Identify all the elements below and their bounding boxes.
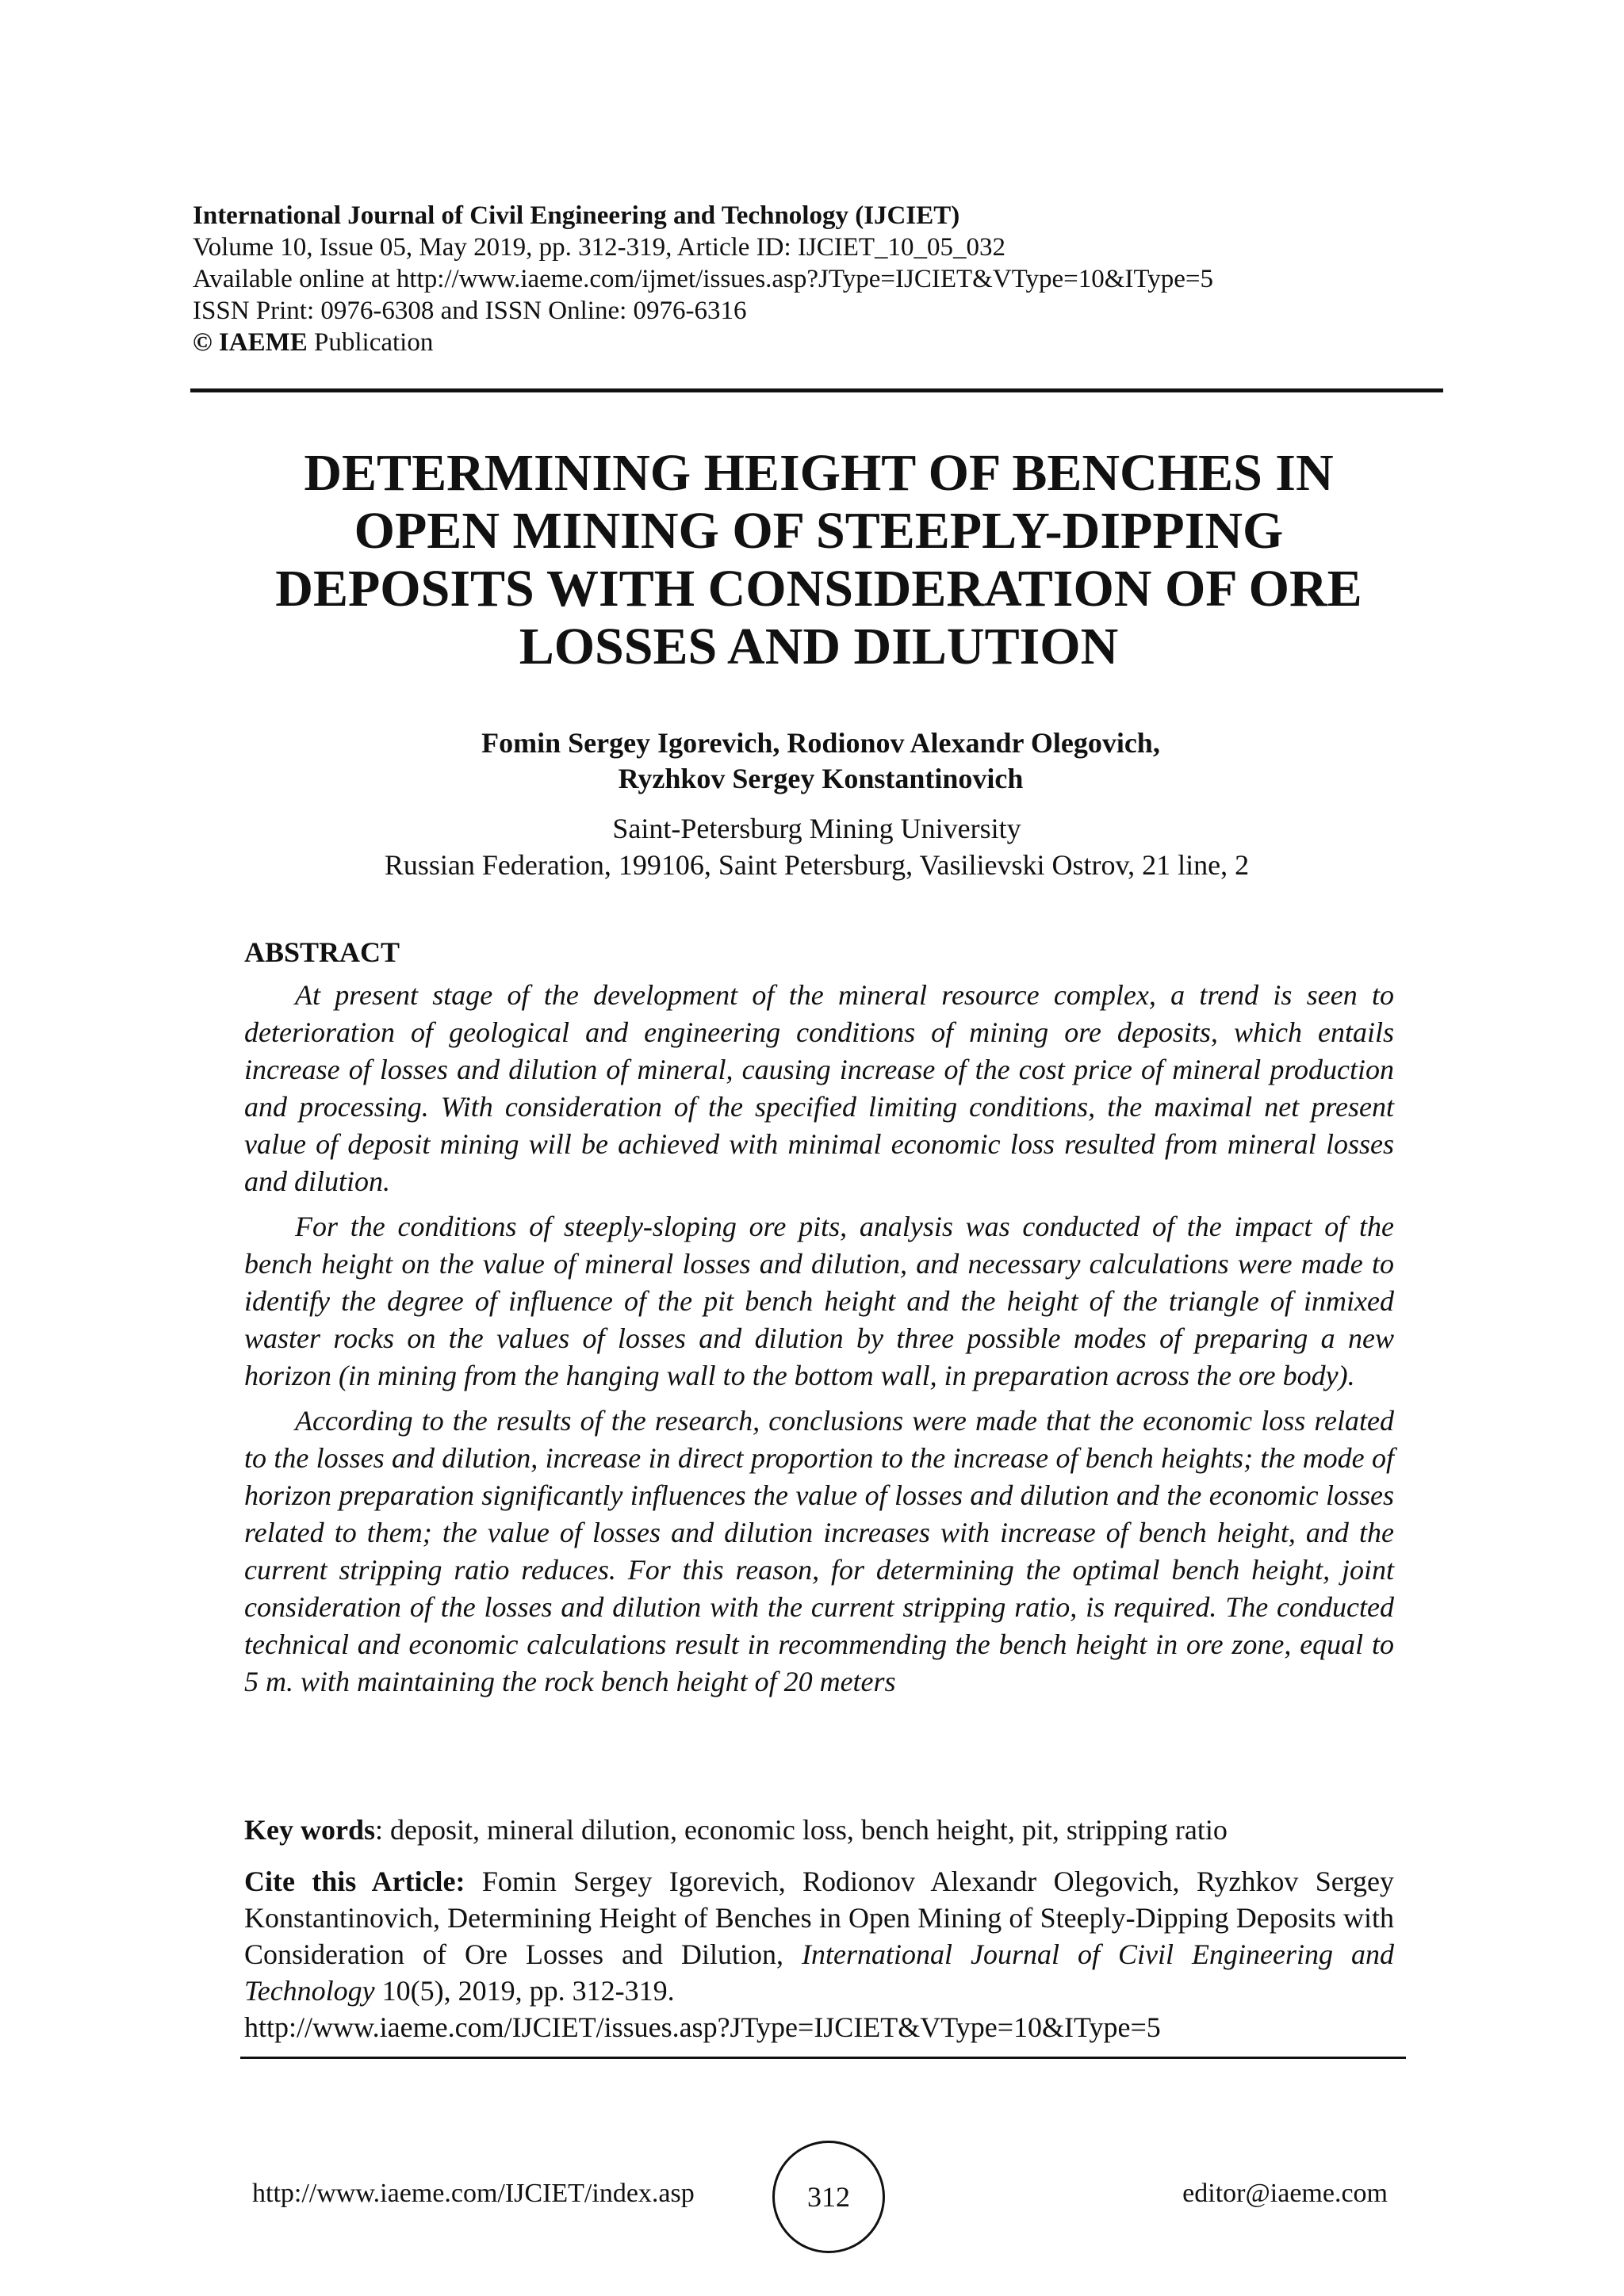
abstract-paragraph: According to the results of the research, conclusions were made that the economic loss related to the losses and dilution, increase in direct proportion to the increase of bench heights; the mode of horizon preparation significantly influences the value of losses and dilution and the economic losses related to them; the value of losses and dilution increases with increase of bench height, and the current stripping ratio reduces. For this reason, for determining the optimal bench height, joint consideration of the losses and dilution with the current stripping ratio, is required. The conducted technical and economic calculations result in recommending the bench height in ore zone, equal to 5 m. with maintaining the rock bench height of 20 meters bbox=[244, 1405, 1394, 1697]
journal-header bbox=[193, 200, 1446, 358]
header-divider bbox=[190, 388, 1443, 392]
citation-divider bbox=[240, 2057, 1406, 2059]
copyright-suffix: Publication bbox=[307, 328, 434, 357]
citation-details: 10(5), 2019, pp. 312-319. bbox=[374, 1975, 675, 2007]
journal-title: International Journal of Civil Engineering and Technology (IJCIET) bbox=[193, 201, 960, 230]
title-line-2: OPEN MINING OF STEEPLY-DIPPING bbox=[354, 502, 1284, 560]
issn-line: ISSN Print: 0976-6308 and ISSN Online: 0976-6316 bbox=[193, 297, 747, 325]
abstract-paragraph: At present stage of the development of the mineral resource complex, a trend is seen to deterioration of geological and engineering conditions of mining ore deposits, which entails increase of losses and dilution of mineral, causing increase of the cost price of mineral production and processing. With consideration of the specified limiting conditions, the maximal net present value of deposit mining will be achieved with minimal economic loss resulted from mineral losses and dilution. bbox=[244, 979, 1394, 1197]
abstract-body bbox=[244, 977, 1394, 1709]
affiliation-address: Russian Federation, 199106, Saint Petersburg, Vasilievski Ostrov, 21 line, 2 bbox=[384, 849, 1250, 881]
paper-title bbox=[206, 444, 1431, 675]
abstract-heading: ABSTRACT bbox=[244, 936, 400, 968]
title-line-3: DEPOSITS WITH CONSIDERATION OF ORE bbox=[275, 560, 1362, 618]
author-list bbox=[238, 725, 1404, 797]
citation-block bbox=[244, 1863, 1394, 2045]
copyright-line bbox=[193, 327, 1446, 358]
footer-url-link[interactable]: http://www.iaeme.com/IJCIET/index.asp bbox=[252, 2179, 695, 2208]
title-line-4: LOSSES AND DILUTION bbox=[519, 618, 1119, 675]
authors-line-2: Ryzhkov Sergey Konstantinovich bbox=[618, 763, 1024, 794]
keywords-text: : deposit, mineral dilution, economic loss, bench height, pit, stripping ratio bbox=[375, 1814, 1228, 1846]
citation-text: Fomin Sergey Igorevich, Rodionov Alexandr Olegovich, Ryzhkov Sergey Konstantinovich, Determining Height of Benches in Open Mining of Steeply-Dipping Deposits with Consideration of Ore Losses and Dilution, bbox=[244, 1866, 1395, 1970]
title-line-1: DETERMINING HEIGHT OF BENCHES IN bbox=[304, 444, 1334, 502]
citation-url-link[interactable]: http://www.iaeme.com/IJCIET/issues.asp?JType=IJCIET&VType=10&IType=5 bbox=[244, 2011, 1161, 2043]
footer-email-link[interactable]: editor@iaeme.com bbox=[1182, 2179, 1388, 2208]
page-number: 312 bbox=[807, 2181, 850, 2213]
affiliation bbox=[190, 810, 1443, 883]
authors-line-1: Fomin Sergey Igorevich, Rodionov Alexandr Olegovich, bbox=[481, 727, 1160, 759]
keywords-label: Key words bbox=[244, 1814, 375, 1846]
copyright-publisher: © IAEME bbox=[193, 328, 308, 357]
affiliation-institution: Saint-Petersburg Mining University bbox=[612, 813, 1021, 844]
keywords bbox=[244, 1812, 1394, 1849]
page-number-badge bbox=[772, 2141, 885, 2253]
volume-line: Volume 10, Issue 05, May 2019, pp. 312-319, Article ID: IJCIET_10_05_032 bbox=[193, 233, 1006, 262]
abstract-paragraph: For the conditions of steeply-sloping ore pits, analysis was conducted of the impact of the bench height on the value of mineral losses and dilution, and necessary calculations were made to identify the degree of influence of the pit bench height and the height of the triangle of inmixed waster rocks on the values of losses and dilution by three possible modes of preparing a new horizon (in mining from the hanging wall to the bottom wall, in preparation across the ore body). bbox=[244, 1211, 1394, 1391]
citation-journal: International Journal of Civil Engineering and Technology bbox=[244, 1938, 1394, 2007]
citation-label: Cite this Article: bbox=[244, 1866, 465, 1897]
online-availability-line: Available online at http://www.iaeme.com/ijmet/issues.asp?JType=IJCIET&VType=10&IType=5 bbox=[193, 265, 1214, 293]
